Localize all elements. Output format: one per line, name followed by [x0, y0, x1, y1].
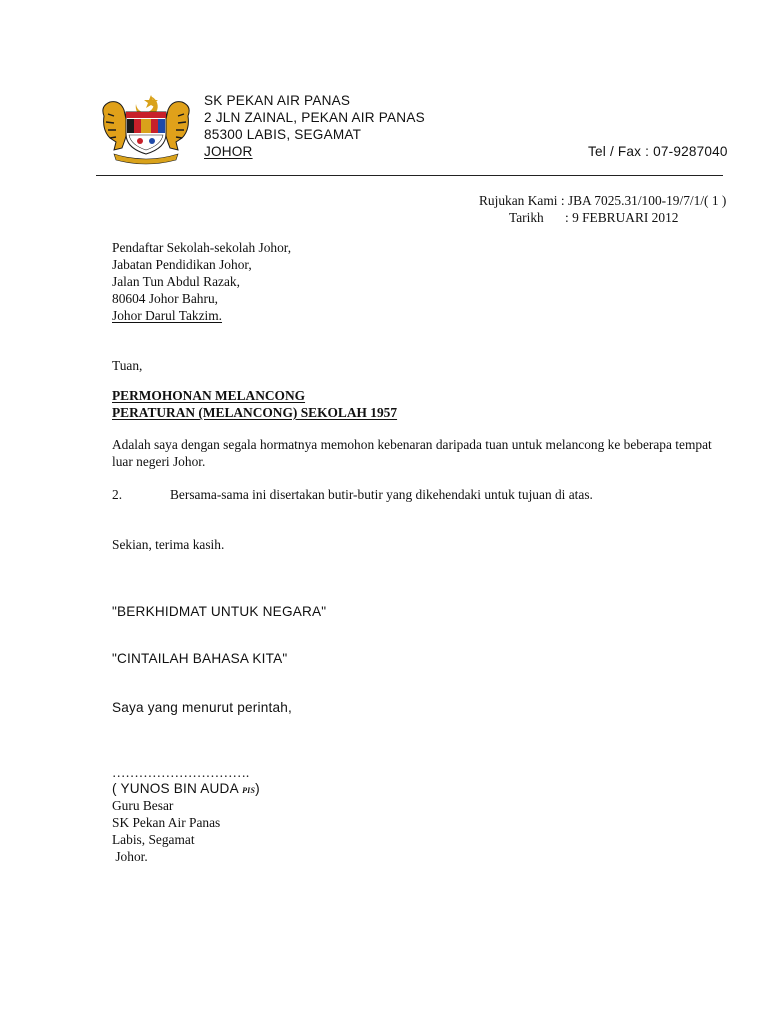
signatory-title: Guru Besar: [112, 798, 174, 813]
address-line-2: 85300 LABIS, SEGAMAT: [204, 127, 362, 142]
address-line-1: 2 JLN ZAINAL, PEKAN AIR PANAS: [204, 110, 425, 125]
letterhead-divider: [96, 175, 723, 176]
coat-of-arms-icon: [96, 92, 196, 166]
paragraph-1-line-1: Adalah saya dengan segala hormatnya memohon kebenaran daripada tuan untuk melancong ke beberapa tempat: [112, 437, 712, 452]
recipient-line-5: Johor Darul Takzim.: [112, 308, 223, 323]
paragraph-2-number: 2.: [112, 487, 123, 502]
signature-intro: Saya yang menurut perintah,: [112, 700, 292, 715]
signatory-name: [112, 781, 260, 800]
signature-dotted-line: ………………………….: [112, 765, 250, 780]
signatory-town: Labis, Segamat: [112, 832, 195, 847]
date-label: Tarikh: [509, 210, 544, 225]
motto-1: "BERKHIDMAT UNTUK NEGARA": [112, 604, 327, 619]
contact-tel-fax: Tel / Fax : 07-9287040: [588, 144, 728, 159]
signatory-name-close: ): [255, 781, 260, 796]
signatory-school: SK Pekan Air Panas: [112, 815, 221, 830]
recipient-line-4: 80604 Johor Bahru,: [112, 291, 219, 306]
recipient-line-2: Jabatan Pendidikan Johor,: [112, 257, 252, 272]
subject-line-2: PERATURAN (MELANCONG) SEKOLAH 1957: [112, 405, 398, 420]
address-state: JOHOR: [204, 144, 253, 159]
school-name: SK PEKAN AIR PANAS: [204, 93, 351, 108]
paragraph-1-line-2: luar negeri Johor.: [112, 454, 206, 469]
subject-line-1: PERMOHONAN MELANCONG: [112, 388, 306, 403]
signatory-post-nominal: PIS: [242, 786, 256, 795]
recipient-line-1: Pendaftar Sekolah-sekolah Johor,: [112, 240, 292, 255]
signatory-state: Johor.: [112, 849, 148, 864]
salutation: Tuan,: [112, 358, 143, 373]
date-value: : 9 FEBRUARI 2012: [565, 210, 679, 225]
signatory-name-open: ( YUNOS BIN AUDA: [112, 781, 243, 796]
closing-remark: Sekian, terima kasih.: [112, 537, 225, 552]
reference-number: Rujukan Kami : JBA 7025.31/100-19/7/1/( 1 ): [479, 193, 727, 208]
recipient-line-3: Jalan Tun Abdul Razak,: [112, 274, 240, 289]
motto-2: "CINTAILAH BAHASA KITA": [112, 651, 288, 666]
paragraph-2-text: Bersama-sama ini disertakan butir-butir yang dikehendaki untuk tujuan di atas.: [170, 487, 593, 502]
